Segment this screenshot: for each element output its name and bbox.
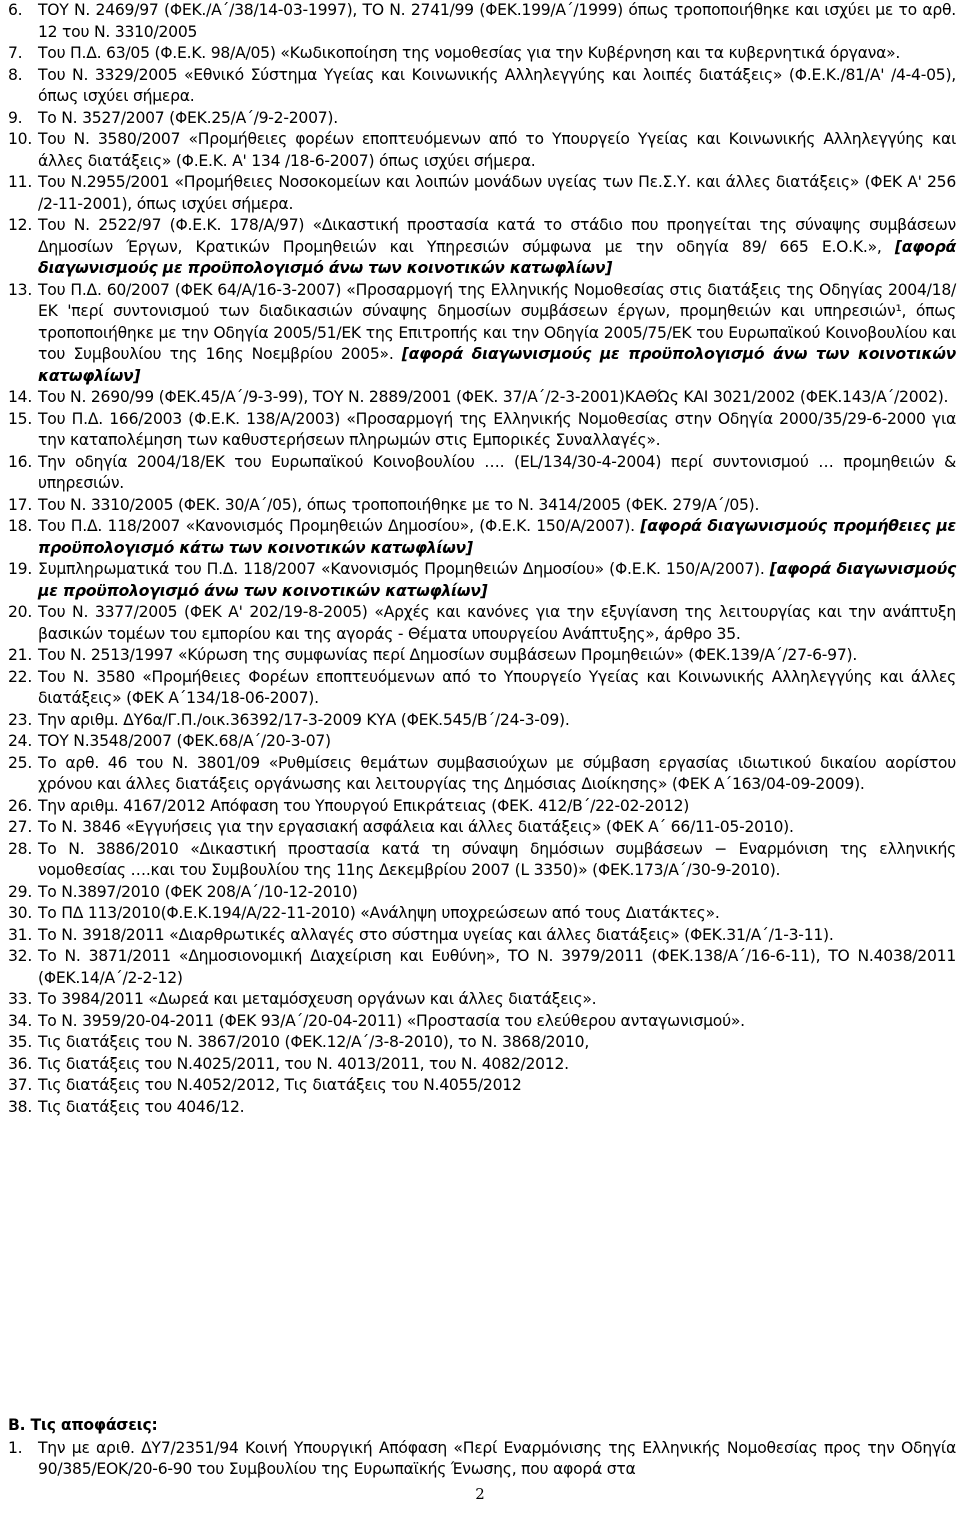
list-item	[8, 710, 956, 732]
list-item	[8, 882, 956, 904]
list-item	[8, 817, 956, 839]
list-item	[8, 516, 956, 559]
item-text-plain: ΤΟΥ Ν.3548/2007 (ΦΕΚ.68/Α΄/20-3-07)	[38, 732, 331, 750]
item-text-plain: Το Ν. 3871/2011 «Δημοσιονομική Διαχείριση και Ευθύνη», ΤΟ Ν. 3979/2011 (ΦΕΚ.138/Α΄/16-6-11), ΤΟ Ν.4038/2011 (ΦΕΚ.14/Α΄/2-2-12)	[38, 947, 956, 987]
item-number: 35.	[8, 1033, 33, 1051]
item-number: 7.	[8, 44, 23, 62]
item-number: 9.	[8, 108, 23, 127]
list-item	[8, 129, 956, 172]
item-number: 24.	[8, 732, 33, 750]
item-number: 18.	[8, 517, 33, 535]
item-text	[38, 215, 956, 280]
item-text-plain: Του Ν. 3580/2007 «Προμήθειες φορέων εποπτευόμενων από το Υπουργείο Υγείας και Κοινωνικής Αλληλεγγύης και άλλες διατάξεις» (Φ.Ε.Κ. Α' 134 /18-6-2007) όπως ισχύει σήμερα.	[38, 130, 956, 170]
item-number: 6.	[8, 1, 23, 19]
item-text	[38, 946, 956, 989]
item-text	[38, 839, 956, 882]
item-text-plain: Το Ν. 3527/2007 (ΦΕΚ.25/Α΄/9-2-2007).	[38, 108, 338, 127]
list-item	[8, 946, 956, 989]
item-text-plain: Το 3984/2011 «Δωρεά και μεταμόσχευση οργάνων και άλλες διατάξεις».	[38, 990, 597, 1008]
list-item	[8, 989, 956, 1011]
item-number: 8.	[8, 65, 23, 84]
list-item	[8, 753, 956, 796]
item-number: 1.	[8, 1438, 23, 1457]
item-text-plain: Το Ν. 3846 «Εγγυήσεις για την εργασιακή ασφάλεια και άλλες διατάξεις» (ΦΕΚ Α΄ 66/11-05-2010).	[38, 818, 794, 836]
item-number: 28.	[8, 839, 33, 858]
item-text	[38, 925, 956, 947]
item-text-plain: Το αρθ. 46 του Ν. 3801/09 «Ρυθμίσεις θεμάτων συμβασιούχων με σύμβαση εργασίας ιδιωτικού δικαίου αορίστου χρόνου και άλλες διατάξεις οργάνωσης και λειτουργίας της Δημόσιας Διοίκησης» (ΦΕΚ Α΄163/04-09-2009).	[38, 753, 956, 793]
item-text-plain: Τις διατάξεις του Ν. 3867/2010 (ΦΕΚ.12/Α΄/3-8-2010), το Ν. 3868/2010,	[38, 1033, 590, 1051]
list-item	[8, 645, 956, 667]
item-text	[38, 129, 956, 172]
item-emphasis: [αφορά διαγωνισμούς με προϋπολογισμό άνω των κοινοτικών κατωφλίων]	[38, 560, 956, 600]
item-text	[38, 559, 956, 602]
item-text-plain: Την οδηγία 2004/18/ΕΚ του Ευρωπαϊκού Κοινοβουλίου …. (EL/134/30-4-2004) περί συντονισμού … προμηθειών & υπηρεσιών.	[38, 452, 956, 492]
list-item	[8, 559, 956, 602]
item-emphasis: [αφορά διαγωνισμούς με προϋπολογισμό άνω των κοινοτικών κατωφλίων]	[38, 345, 956, 385]
item-text	[38, 796, 956, 818]
item-number: 36.	[8, 1054, 33, 1073]
item-text	[38, 710, 956, 732]
list-item	[8, 796, 956, 818]
item-text-plain: Του Ν. 3377/2005 (ΦΕΚ Α' 202/19-8-2005) «Αρχές και κανόνες για την εξυγίανση της λειτουργίας και την ανάπτυξη βασικών τομέων του εμπορίου και της αγοράς - Θέματα υπουργείου Ανάπτυξης», άρθρο 35.	[38, 603, 956, 643]
list-item	[8, 0, 956, 43]
item-number: 38.	[8, 1097, 33, 1116]
item-text	[38, 409, 956, 452]
item-number: 13.	[8, 280, 33, 299]
item-text	[38, 667, 956, 710]
item-text-plain: Την αριθμ. ΔΥ6α/Γ.Π./οικ.36392/17-3-2009 ΚΥΑ (ΦΕΚ.545/Β΄/24-3-09).	[38, 710, 570, 729]
item-text	[38, 172, 956, 215]
item-number: 31.	[8, 925, 33, 944]
item-text	[38, 0, 956, 43]
item-number: 12.	[8, 216, 33, 234]
section-decisions	[8, 1415, 956, 1481]
item-text	[38, 1032, 956, 1054]
item-number: 22.	[8, 667, 33, 686]
item-text-plain: Του Π.Δ. 60/2007 (ΦΕΚ 64/Α/16-3-2007) «Προσαρμογή της Ελληνικής Νομοθεσίας στις διατάξεις της Οδηγίας 2004/18/ΕΚ 'περί συντονισμού των διαδικασιών σύναψης δημοσίων συμβάσεων έργων, προμηθειών και υπηρεσιών¹, όπως τροποποιήθηκε με την Οδηγία 2005/51/ΕΚ της Επιτροπής και την Οδηγία 2005/75/ΕΚ του Ευρωπαϊκού Κοινοβουλίου και του Συμβουλίου της 16ης Νοεμβρίου 2005».	[38, 280, 956, 363]
item-text	[38, 1054, 956, 1076]
item-number: 27.	[8, 818, 33, 836]
item-text-plain: Τις διατάξεις του 4046/12.	[38, 1097, 245, 1116]
list-item	[8, 172, 956, 215]
item-number: 11.	[8, 173, 33, 191]
item-text	[38, 280, 956, 388]
item-number: 23.	[8, 710, 33, 729]
item-number: 25.	[8, 753, 33, 772]
item-number: 15.	[8, 409, 33, 428]
item-text	[38, 1011, 956, 1033]
item-number: 19.	[8, 560, 33, 578]
item-number: 34.	[8, 1011, 33, 1030]
item-number: 33.	[8, 990, 33, 1008]
list-item	[8, 65, 956, 108]
item-text	[38, 882, 956, 904]
item-text-plain: Το Ν.3897/2010 (ΦΕΚ 208/Α΄/10-12-2010)	[38, 882, 358, 901]
item-text-plain: Τις διατάξεις του Ν.4025/2011, του Ν. 4013/2011, του Ν. 4082/2012.	[38, 1054, 569, 1073]
item-number: 21.	[8, 646, 33, 664]
item-number: 14.	[8, 388, 33, 406]
item-number: 32.	[8, 947, 33, 965]
list-item	[8, 280, 956, 388]
item-text-plain: Του Π.Δ. 118/2007 «Κανονισμός Προμηθειών Δημοσίου», (Φ.Ε.Κ. 150/Α/2007).	[38, 517, 641, 535]
item-number: 37.	[8, 1076, 33, 1094]
item-text-plain: Τις διατάξεις του Ν.4052/2012, Τις διατάξεις του Ν.4055/2012	[38, 1076, 522, 1094]
list-item	[8, 1438, 956, 1481]
item-text-plain: Του Ν. 2690/99 (ΦΕΚ.45/Α΄/9-3-99), ΤΟΥ Ν. 2889/2001 (ΦΕΚ. 37/Α΄/2-3-2001)ΚΑΘΏς ΚΑΙ 3021/2002 (ΦΕΚ.143/Α΄/2002).	[38, 388, 949, 406]
item-text	[38, 753, 956, 796]
item-text-plain: Την αριθμ. 4167/2012 Απόφαση του Υπουργού Επικράτειας (ΦΕΚ. 412/Β΄/22-02-2012)	[38, 796, 690, 815]
item-text	[38, 452, 956, 495]
item-text-plain: Συμπληρωματικά του Π.Δ. 118/2007 «Κανονισμός Προμηθειών Δημοσίου» (Φ.Ε.Κ. 150/Α/2007).	[38, 560, 770, 578]
list-item	[8, 495, 956, 517]
item-number: 26.	[8, 796, 33, 815]
item-text	[38, 602, 956, 645]
item-text-plain: Του Ν. 3310/2005 (ΦΕΚ. 30/Α΄/05), όπως τροποποιήθηκε με το Ν. 3414/2005 (ΦΕΚ. 279/Α΄/05).	[38, 495, 760, 514]
item-text-plain: Του Ν. 3329/2005 «Εθνικό Σύστημα Υγείας και Κοινωνικής Αλληλεγγύης και λοιπές διατάξεις» (Φ.Ε.Κ./81/Α' /4-4-05), όπως ισχύει σήμερα.	[38, 65, 956, 105]
list-item	[8, 1032, 956, 1054]
item-text-plain: ΤΟΥ Ν. 2469/97 (ΦΕΚ./Α΄/38/14-03-1997), ΤΟ Ν. 2741/99 (ΦΕΚ.199/Α΄/1999) όπως τροποποιήθηκε και ισχύει με το αρθ. 12 του Ν. 3310/2005	[38, 1, 956, 41]
item-text	[38, 903, 956, 925]
item-number: 17.	[8, 495, 33, 514]
item-text: Την με αριθ. ΔΥ7/2351/94 Κοινή Υπουργική Απόφαση «Περί Εναρμόνισης της Ελληνικής Νομοθεσίας προς την Οδηγία 90/385/ΕΟΚ/20-6-90 του Συμβουλίου της Ευρωπαϊκής Ένωσης, που αφορά στα	[38, 1438, 956, 1478]
item-number: 10.	[8, 130, 33, 148]
item-emphasis: [αφορά διαγωνισμούς με προϋπολογισμό άνω των κοινοτικών κατωφλίων]	[38, 237, 956, 277]
item-text	[38, 108, 956, 130]
list-item	[8, 1054, 956, 1076]
item-text	[38, 516, 956, 559]
list-item	[8, 731, 956, 753]
item-text	[38, 43, 956, 65]
item-text	[38, 1075, 956, 1097]
item-text-plain: Το ΠΔ 113/2010(Φ.Ε.Κ.194/Α/22-11-2010) «Ανάληψη υποχρεώσεων από τους Διατάκτες».	[38, 904, 720, 922]
item-text-plain: Του Ν. 2522/97 (Φ.Ε.Κ. 178/Α/97) «Δικαστική προστασία κατά το στάδιο που προηγείται της σύναψης συμβάσεων Δημοσίων Έργων, Κρατικών Προμηθειών και Υπηρεσιών σύμφωνα με την οδηγία 89/ 665 Ε.Ο.Κ.»,	[38, 216, 956, 256]
list-item	[8, 667, 956, 710]
item-text	[38, 731, 956, 753]
section-title: Β. Τις αποφάσεις:	[8, 1416, 158, 1434]
item-text	[38, 645, 956, 667]
item-text-plain: Του Ν. 3580 «Προμήθειες Φορέων εποπτευόμενων από το Υπουργείο Υγείας και Κοινωνικής Αλληλεγγύης και άλλες διατάξεις» (ΦΕΚ Α΄134/18-06-2007).	[38, 667, 956, 707]
item-text-plain: Το Ν. 3918/2011 «Διαρθρωτικές αλλαγές στο σύστημα υγείας και άλλες διατάξεις» (ΦΕΚ.31/Α΄/1-3-11).	[38, 925, 834, 944]
list-item	[8, 903, 956, 925]
item-number: 16.	[8, 452, 33, 471]
item-text	[38, 817, 956, 839]
item-text	[38, 495, 956, 517]
list-item	[8, 1075, 956, 1097]
item-text	[38, 387, 956, 409]
page-number: 2	[475, 1485, 485, 1503]
item-text-plain: Του Ν. 2513/1997 «Κύρωση της συμφωνίας περί Δημοσίων συμβάσεων Προμηθειών» (ΦΕΚ.139/Α΄/27-6-97).	[38, 646, 858, 664]
list-item	[8, 1011, 956, 1033]
item-number: 30.	[8, 904, 33, 922]
list-item	[8, 215, 956, 280]
item-emphasis: [αφορά διαγωνισμούς προμήθειες με προϋπολογισμό κάτω των κοινοτικών κατωφλίων]	[38, 517, 956, 557]
item-text-plain: Το Ν. 3886/2010 «Δικαστική προστασία κατά τη σύναψη δημόσιων συμβάσεων − Εναρμόνιση της ελληνικής νομοθεσίας ….και του Συμβουλίου της 11ης Δεκεμβρίου 2007 (L 3350)» (ΦΕΚ.173/Α΄/30-9-2010).	[38, 839, 956, 879]
list-item	[8, 1097, 956, 1119]
list-item	[8, 602, 956, 645]
item-number: 20.	[8, 603, 33, 621]
list-item	[8, 409, 956, 452]
list-item	[8, 43, 956, 65]
item-text-plain: Του Π.Δ. 63/05 (Φ.Ε.Κ. 98/Α/05) «Κωδικοποίηση της νομοθεσίας για την Κυβέρνηση και τα κυβερνητικά όργανα».	[38, 44, 901, 62]
item-text-plain: Το Ν. 3959/20-04-2011 (ΦΕΚ 93/Α΄/20-04-2011) «Προστασία του ελεύθερου ανταγωνισμού».	[38, 1011, 745, 1030]
list-item	[8, 839, 956, 882]
legislation-list	[8, 0, 956, 1118]
list-item	[8, 387, 956, 409]
item-text	[38, 989, 956, 1011]
item-text	[38, 1097, 956, 1119]
item-text-plain: Του Ν.2955/2001 «Προμήθειες Νοσοκομείων και λοιπών μονάδων υγείας των Πε.Σ.Υ. και άλλες διατάξεις» (ΦΕΚ Α' 256 /2-11-2001), όπως ισχύει σήμερα.	[38, 173, 956, 213]
item-text-plain: Του Π.Δ. 166/2003 (Φ.Ε.Κ. 138/Α/2003) «Προσαρμογή της Ελληνικής Νομοθεσίας στην Οδηγία 2000/35/29-6-2000 για την καταπολέμηση των καθυστερήσεων πληρωμών στις Εμπορικές Συναλλαγές».	[38, 409, 956, 449]
list-item	[8, 925, 956, 947]
list-item	[8, 108, 956, 130]
list-item	[8, 452, 956, 495]
item-number: 29.	[8, 882, 33, 901]
item-text	[38, 65, 956, 108]
